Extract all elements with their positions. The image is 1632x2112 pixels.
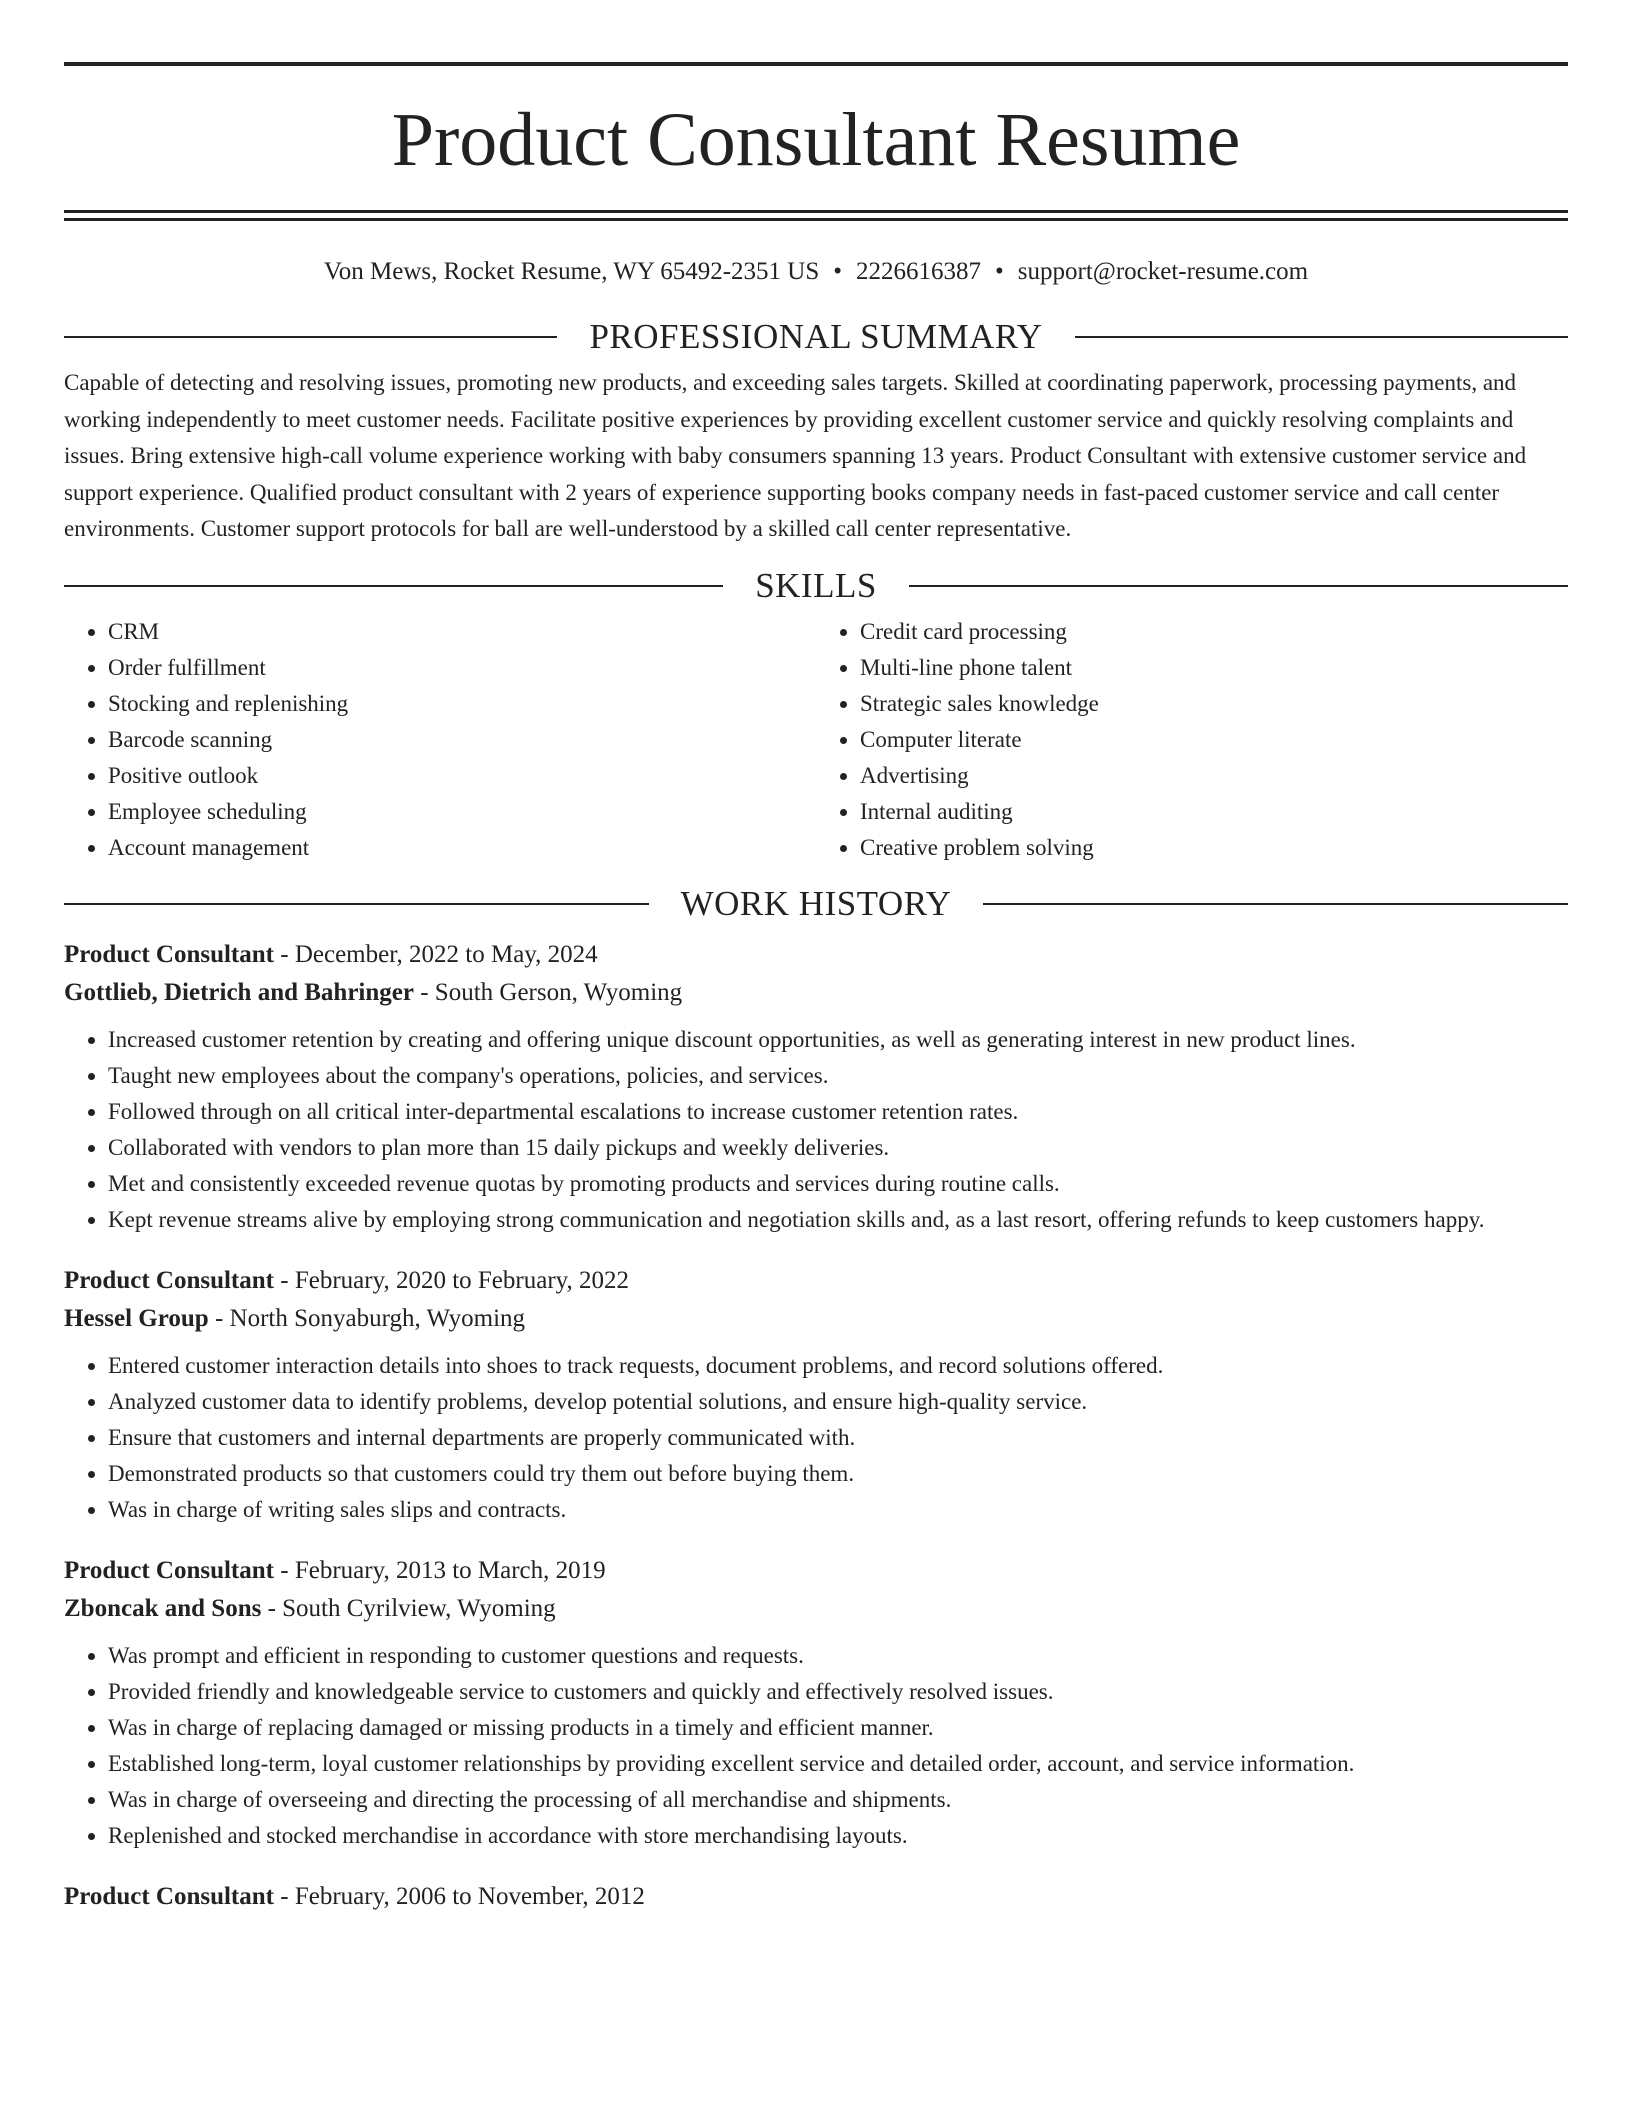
skill-item: • Internal auditing [860,794,1568,830]
job-title: Product Consultant [64,1882,274,1910]
job-bullet: • Replenished and stocked merchandise in accordance with store merchandising layouts. [108,1818,1568,1854]
job-company: Gottlieb, Dietrich and Bahringer [64,978,414,1006]
job-bullet: • Taught new employees about the company's operations, policies, and services. [108,1058,1568,1094]
job-bullet: • Demonstrated products so that customers could try them out before buying them. [108,1456,1568,1492]
job-bullet: • Met and consistently exceeded revenue quotas by promoting products and services during routine calls. [108,1166,1568,1202]
job-bullet: • Established long-term, loyal customer relationships by providing excellent service and detailed order, account, and service information. [108,1746,1568,1782]
job-bullet: • Was in charge of replacing damaged or missing products in a timely and efficient manner. [108,1710,1568,1746]
contact-phone: 2226616387 [856,258,982,285]
job-bullet: • Provided friendly and knowledgeable service to customers and quickly and effectively resolved issues. [108,1674,1568,1710]
skill-item: • Employee scheduling [108,794,816,830]
job-company-line [64,1590,1568,1628]
contact-separator: • [995,258,1004,285]
job-title-line [64,1552,1568,1590]
job-company-line [64,1300,1568,1338]
job-title: Product Consultant [64,940,274,968]
job-bullets [64,1022,1568,1238]
job-bullet: • Was prompt and efficient in responding to customer questions and requests. [108,1638,1568,1674]
job-location: - South Gerson, Wyoming [413,978,683,1006]
skill-item: • Advertising [860,758,1568,794]
job-bullet: • Was in charge of writing sales slips and contracts. [108,1492,1568,1528]
summary-section-header [64,317,1568,357]
skill-item: • CRM [108,614,816,650]
job-bullet: • Was in charge of overseeing and directing the processing of all merchandise and shipments. [108,1782,1568,1818]
section-rule-right [909,585,1568,587]
job-bullet: • Collaborated with vendors to plan more than 15 daily pickups and weekly deliveries. [108,1130,1568,1166]
top-rule [64,62,1568,66]
skill-item: • Multi-line phone talent [860,650,1568,686]
job-entry [64,1262,1568,1528]
skill-item: • Creative problem solving [860,830,1568,866]
skill-item: • Strategic sales knowledge [860,686,1568,722]
skill-item: • Computer literate [860,722,1568,758]
skills-section-header [64,566,1568,606]
job-bullets [64,1638,1568,1854]
contact-email[interactable]: support@rocket-resume.com [1017,258,1309,285]
job-title: Product Consultant [64,1266,274,1294]
skills-column-left [64,614,816,866]
job-bullet: • Kept revenue streams alive by employing strong communication and negotiation skills and, as a last resort, offering refunds to keep customers happy. [108,1202,1568,1238]
work-section-header [64,884,1568,924]
skill-item: • Credit card processing [860,614,1568,650]
job-location: - North Sonyaburgh, Wyoming [208,1304,526,1332]
section-rule-right [983,903,1568,905]
contact-line [64,257,1568,287]
job-title: Product Consultant [64,1556,274,1584]
skills-list [64,614,1568,866]
skills-heading: SKILLS [755,565,877,605]
skill-item: • Barcode scanning [108,722,816,758]
section-rule-left [64,903,649,905]
work-heading: WORK HISTORY [680,883,952,923]
section-rule-left [64,336,557,338]
section-rule-right [1075,336,1568,338]
job-bullet: • Increased customer retention by creating and offering unique discount opportunities, as well as generating interest in new product lines. [108,1022,1568,1058]
contact-address: Von Mews, Rocket Resume, WY 65492-2351 US [323,258,820,285]
job-title-line [64,1878,1568,1916]
job-company: Hessel Group [64,1304,209,1332]
job-bullet: • Analyzed customer data to identify problems, develop potential solutions, and ensure high-quality service. [108,1384,1568,1420]
title-double-rule [64,210,1568,221]
summary-heading: PROFESSIONAL SUMMARY [589,317,1043,356]
job-dates: - February, 2013 to March, 2019 [274,1556,606,1584]
job-company: Zboncak and Sons [64,1594,262,1622]
job-location: - South Cyrilview, Wyoming [261,1594,556,1622]
section-rule-left [64,585,723,587]
job-bullets [64,1348,1568,1528]
job-dates: - December, 2022 to May, 2024 [274,940,598,968]
job-title-line [64,936,1568,974]
job-entry [64,936,1568,1238]
job-dates: - February, 2006 to November, 2012 [274,1882,645,1910]
job-bullet: • Entered customer interaction details into shoes to track requests, document problems, and record solutions offered. [108,1348,1568,1384]
job-title-line [64,1262,1568,1300]
skill-item: • Positive outlook [108,758,816,794]
skill-item: • Order fulfillment [108,650,816,686]
summary-text: Capable of detecting and resolving issues, promoting new products, and exceeding sales targets. Skilled at coordinating paperwork, processing payments, and working independently to meet customer needs. Facilitate positive experiences by providing excellent customer service and quickly resolving complaints and issues. Bring extensive high-call volume experience working with baby consumers spanning 13 years. Product Consultant with extensive customer service and support experience. Qualified product consultant with 2 years of experience supporting books company needs in fast-paced customer service and call center environments. Customer support protocols for ball are well-understood by a skilled call center representative. [64,370,1527,541]
skills-column-right [816,614,1568,866]
page-title: Product Consultant Resume [391,98,1241,182]
resume-page [64,0,1568,1916]
contact-separator: • [833,258,843,285]
job-bullet: • Followed through on all critical inter-departmental escalations to increase customer retention rates. [108,1094,1568,1130]
skill-item: • Stocking and replenishing [108,686,816,722]
job-entry [64,1552,1568,1854]
job-bullet: • Ensure that customers and internal departments are properly communicated with. [108,1420,1568,1456]
skill-item: • Account management [108,830,816,866]
job-company-line [64,974,1568,1012]
job-dates: - February, 2020 to February, 2022 [274,1266,630,1294]
job-entry [64,1878,1568,1916]
